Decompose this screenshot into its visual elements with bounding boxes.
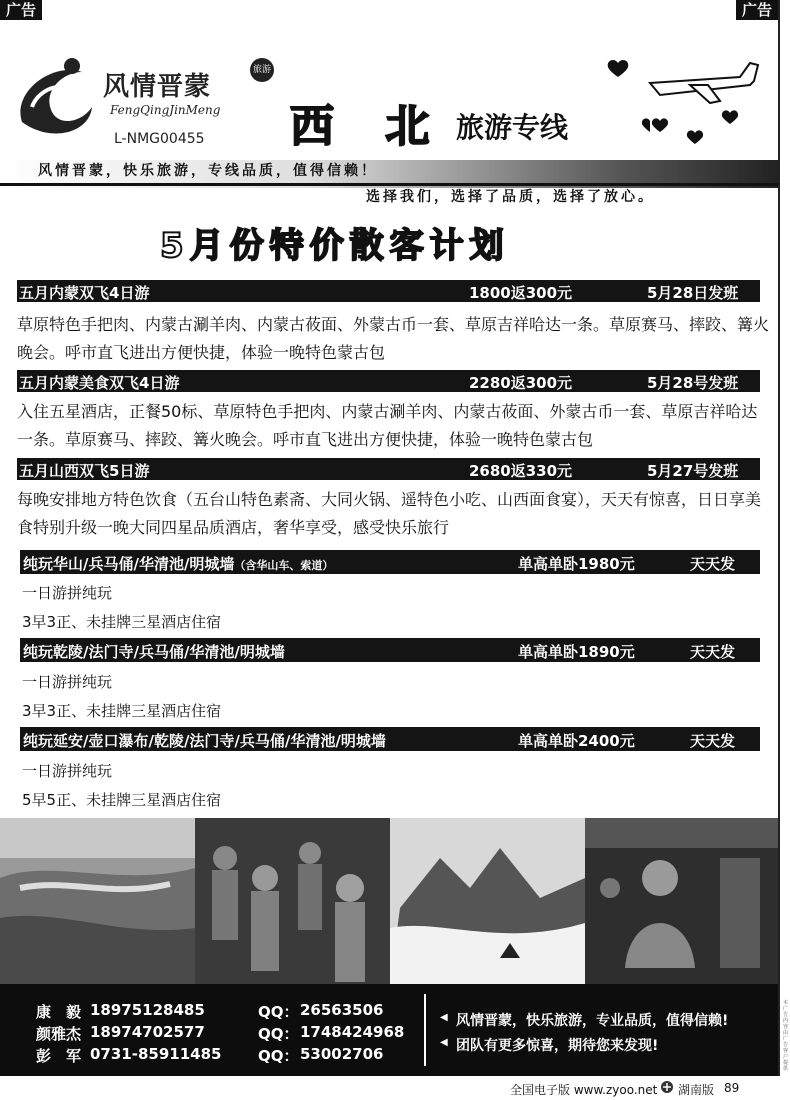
route-header-2 xyxy=(20,638,760,662)
route-note-2a: 一日游拼纯玩 xyxy=(22,673,113,691)
tour-header-2 xyxy=(17,370,760,392)
plan-title: 5月份特价散客计划 xyxy=(160,226,510,266)
huashan-mountain-photo xyxy=(390,818,585,984)
route-price: 单高单卧1890元 xyxy=(518,643,635,661)
airplane-hearts-icon xyxy=(600,55,760,155)
contact-panel xyxy=(0,984,778,1076)
contact-qq-label: QQ： xyxy=(258,1003,299,1021)
promo-line1: 风情晋蒙，快乐旅游，专业品质，值得信赖! xyxy=(456,1013,729,1029)
tour-desc-3: 每晚安排地方特色饮食（五台山特色素斋、大同火锅、遥特色小吃、山西面食宴），天天有惊喜，日日享美食特别升级一晚大同四星品质酒店，奢华享受，感受快乐旅行 xyxy=(17,490,762,537)
buddha-statue-photo xyxy=(585,818,778,984)
route-frequency: 天天发 xyxy=(690,555,736,573)
site-logo-icon xyxy=(660,1080,674,1094)
route-header-3 xyxy=(20,727,760,751)
contact-qq-label: QQ： xyxy=(258,1025,299,1043)
contact-qq: 26563506 xyxy=(300,1001,384,1019)
route-frequency: 天天发 xyxy=(690,732,736,750)
main-title: 西 北 xyxy=(290,101,448,152)
arrow-left-icon: ◀ xyxy=(440,1012,448,1023)
tour-price: 2680返330元 xyxy=(469,462,573,480)
route-price: 单高单卧1980元 xyxy=(518,555,635,573)
contact-qq: 53002706 xyxy=(300,1045,384,1063)
contact-qq-label: QQ： xyxy=(258,1047,299,1065)
sub-title: 旅游专线 xyxy=(456,111,569,144)
contact-qq: 1748424968 xyxy=(300,1023,405,1041)
tour-desc-1: 草原特色手把肉、内蒙古涮羊肉、内蒙古莜面、外蒙古币一套、草原吉祥哈达一条。草原赛马、摔跤、篝火晚会。呼市直飞进出方便快捷，体验一晚特色蒙古包 xyxy=(17,315,770,362)
tour-header-3 xyxy=(17,458,760,480)
contact-phone: 18974702577 xyxy=(90,1023,205,1041)
contact-divider xyxy=(424,994,426,1066)
brand-logo-icon xyxy=(12,52,102,142)
route-name: 纯玩延安/壶口瀑布/乾陵/法门寺/兵马俑/华清池/明城墙 xyxy=(23,732,386,750)
route-note-3b: 5早5正、未挂牌三星酒店住宿 xyxy=(22,791,222,809)
route-price: 单高单卧2400元 xyxy=(518,732,635,750)
route-note-2b: 3早3正、未挂牌三星酒店住宿 xyxy=(22,702,222,720)
brand-name: 风情晋蒙 xyxy=(103,72,212,102)
route-frequency: 天天发 xyxy=(690,643,736,661)
contact-name: 彭 军 xyxy=(36,1047,82,1065)
route-note-3a: 一日游拼纯玩 xyxy=(22,762,113,780)
terracotta-warriors-photo xyxy=(195,818,390,984)
route-extra: （含华山车、索道） xyxy=(234,559,334,572)
tour-price: 1800返300元 xyxy=(469,284,573,302)
tour-desc-2: 入住五星酒店，正餐50标、草原特色手把肉、内蒙古涮羊肉、内蒙古莜面、外蒙古币一套、草原吉祥哈达一条。草原赛马、摔跤、篝火晚会。呼市直飞进出方便快捷，体验一晚特色蒙古包 xyxy=(17,402,758,449)
tour-name: 五月内蒙美食双飞4日游 xyxy=(19,374,180,392)
waterfall-photo xyxy=(0,818,195,984)
contact-name: 康 毅 xyxy=(36,1003,82,1021)
ad-tag-left: 广告 xyxy=(0,0,42,20)
contact-name: 颜雅杰 xyxy=(36,1025,82,1043)
tour-date: 5月28号发班 xyxy=(647,374,739,392)
footer-site: 全国电子版 www.zyoo.net xyxy=(510,1083,658,1097)
tour-header-1 xyxy=(17,280,760,302)
promo-line2: 团队有更多惊喜，期待您来发现! xyxy=(456,1038,659,1054)
tour-price: 2280返300元 xyxy=(469,374,573,392)
route-note-1b: 3早3正、未挂牌三星酒店住宿 xyxy=(22,613,222,631)
arrow-left-icon: ◀ xyxy=(440,1037,448,1048)
slogan-line1: 风情晋蒙，快乐旅游，专线品质，值得信赖！ xyxy=(38,163,378,179)
license-number: L-NMG00455 xyxy=(114,131,205,147)
route-note-1a: 一日游拼纯玩 xyxy=(22,584,113,602)
tour-date: 5月27号发班 xyxy=(647,462,739,480)
footer-edition: 湖南版 xyxy=(678,1083,715,1097)
route-name: 纯玩华山/兵马俑/华清池/明城墙 xyxy=(23,555,235,573)
tour-name: 五月山西双飞5日游 xyxy=(19,462,150,480)
photo-strip xyxy=(0,818,778,984)
contact-phone: 18975128485 xyxy=(90,1001,205,1019)
side-note: 本广告内容由广告客户提供 xyxy=(783,1000,789,1072)
route-header-1 xyxy=(20,550,760,574)
tour-name: 五月内蒙双飞4日游 xyxy=(19,284,150,302)
contact-phone: 0731-85911485 xyxy=(90,1045,222,1063)
slogan-line2: 选择我们，选择了品质，选择了放心。 xyxy=(366,189,655,205)
ad-tag-right: 广告 xyxy=(736,0,778,20)
brand-badge: 旅游 xyxy=(250,58,274,82)
brand-pinyin: FengQingJinMeng xyxy=(110,103,221,117)
tour-date: 5月28日发班 xyxy=(647,284,739,302)
page-number: 89 xyxy=(724,1081,740,1095)
route-name: 纯玩乾陵/法门寺/兵马俑/华清池/明城墙 xyxy=(23,643,285,661)
